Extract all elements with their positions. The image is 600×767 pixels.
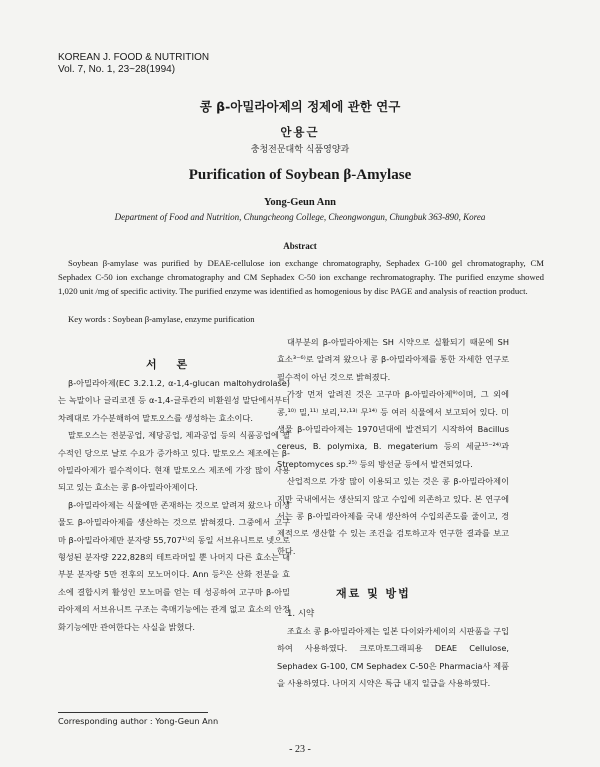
methods-heading: 재료 및 방법 <box>336 587 411 600</box>
intro-paragraph: 가장 먼저 알려진 것은 고구마 β-아밀라아제⁹⁾이며, 그 외에 콩,¹⁰⁾ 밀,¹¹⁾ 보리,¹²·¹³⁾ 무¹⁴⁾ 등 여러 식물에서 보고되어 있다. 미생물 β-아밀라아제는 1970년대에 발견되기 시작하여 Bacillus cereus, B. polymixa, B. megaterium 등의 세균¹⁵⁻²⁴⁾과 Streptomyces sp.²⁵⁾ 등의 방선균 등에서 발견되었다. <box>277 389 509 469</box>
introduction-heading: 서 론 <box>146 358 196 371</box>
affiliation-english: Department of Food and Nutrition, Chungcheong College, Cheongwongun, Chungbuk 363-890, Korea <box>114 212 486 222</box>
keywords: Key words : Soybean β-amylase, enzyme purification <box>68 314 255 324</box>
author-english: Yong-Geun Ann <box>263 197 337 208</box>
left-column <box>58 375 290 636</box>
methods-column <box>277 623 509 693</box>
intro-paragraph: β-아밀라아제(EC 3.2.1.2, α-1,4-glucan maltohydrolase)는 녹말이나 글리코겐 등 α-1,4-글루칸의 비환원성 말단에서부터 차례대로 가수분해하여 말토오스를 생성하는 효소이다. <box>58 378 290 423</box>
intro-paragraph: 대부분의 β-아밀라아제는 SH 시약으로 실활되기 때문에 SH 효소³⁻⁶⁾로 알려져 왔으나 콩 β-아밀라아제를 통한 자세한 연구로 필수적이 아닌 것으로 밝혀졌다. <box>277 337 509 382</box>
title-korean: 콩 β-아밀라아제의 정제에 관한 연구 <box>199 99 401 114</box>
journal-volume: Vol. 7, No. 1, 23~28(1994) <box>58 64 176 75</box>
abstract-heading: Abstract <box>283 241 317 251</box>
journal-name: KOREAN J. FOOD & NUTRITION <box>58 52 210 63</box>
intro-paragraph: β-아밀라아제는 식물에만 존재하는 것으로 알려져 왔으나 미생물도 β-아밀라아제를 생산하는 것으로 밝혀졌다. 그중에서 고구마 β-아밀라아제만 분자량 55,707¹⁾의 동일 서브유니트로 넷으로 형성된 분자량 222,828의 테트라머일 뿐 나머지 다른 효소는 대부분 분자량 5만 전후의 모노머이다. Ann 등²⁾은 산화 전분을 효소에 결합시켜 활성인 모노머를 얻는 데 성공하여 고구마 β-아밀라아제의 서브유니트 구조는 촉매기능에는 관계 없고 효소의 안정화기능에만 관여한다는 사실을 밝혔다. <box>58 499 290 632</box>
right-column <box>277 334 509 560</box>
intro-paragraph: 산업적으로 가장 많이 이용되고 있는 것은 콩 β-아밀라아제이지만 국내에서는 생산되지 않고 수입에 의존하고 있다. 본 연구에서는 콩 β-아밀라아제를 국내 생산하여 수입의존도를 줄이고, 경제적으로 생산할 수 있는 조건을 검토하고자 연구한 결과를 보고한다. <box>277 476 509 556</box>
methods-paragraph: 조효소 콩 β-아밀라아제는 일본 다이와카세이의 시판품을 구입하여 사용하였다. 크로마토그래피용 DEAE Cellulose, Sephadex G-100, CM Sephadex C-50은 Pharmacia사 제품을 사용하였다. 나머지 시약은 특급 내지 일급을 사용하였다. <box>277 626 509 689</box>
abstract-text: Soybean β-amylase was purified by DEAE-cellulose ion exchange chromatography, Sephadex G-100 gel chromatography, CM Sephadex C-50 ion exchange chromatography and CM Sephadex C-50 ion exchange rechromatography. The purified enzyme showed 1,020 unit /mg of specific activity. The purified enzyme was identified as homogenious by disc PAGE and analysis of reaction product. <box>58 258 544 296</box>
journal-header <box>58 52 209 76</box>
reagents-subheading: 1. 시약 <box>287 609 315 619</box>
affiliation-korean: 충청전문대학 식품영양과 <box>250 145 350 155</box>
author-korean: 안용근 <box>280 125 320 139</box>
footnote-divider <box>58 712 208 713</box>
corresponding-author: Corresponding author : Yong-Geun Ann <box>58 716 219 726</box>
title-english: Purification of Soybean β-Amylase <box>188 167 412 183</box>
intro-paragraph: 말토오스는 전분공업, 제당공업, 제과공업 등의 식품공업에 필수적인 당으로 날로 수요가 증가하고 있다. 말토오스 제조에는 β-아밀라아제가 필수적이다. 현재 말토오스 제조에 가장 많이 사용되고 있는 효소는 콩 β-아밀라아제이다. <box>58 430 290 493</box>
page-number: - 23 - <box>289 744 311 755</box>
